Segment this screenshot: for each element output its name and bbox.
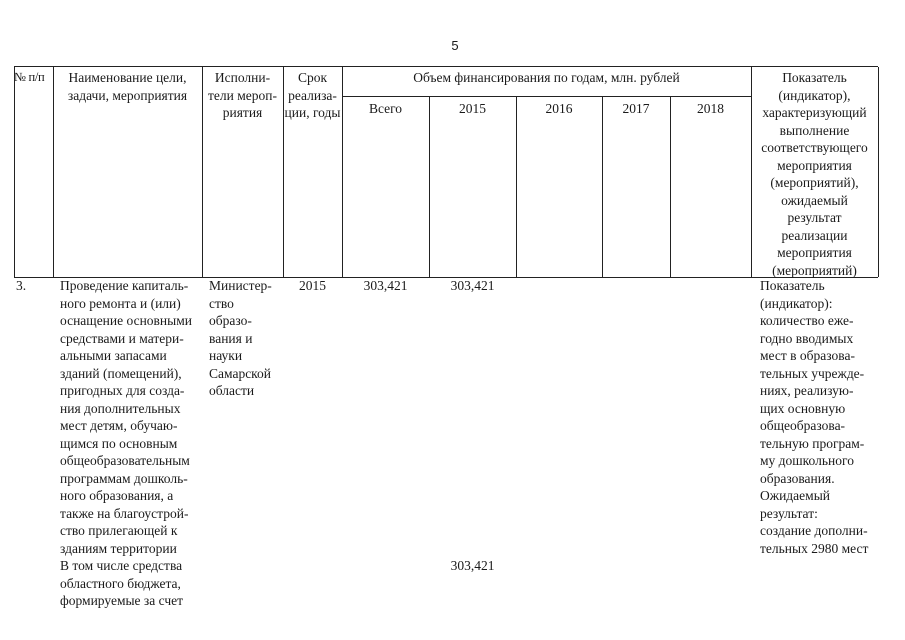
column-divider	[516, 96, 517, 277]
header-name: Наименование цели, задачи, мероприятия	[67, 70, 188, 103]
column-divider	[602, 96, 603, 277]
page-number: 5	[451, 38, 459, 53]
row-indicator: Показатель (индикатор): количество еже- годно вводимых мест в образова- тельных учрежде- ниях, реализую- щих основную общеобразова- тельную програм- му дошкольного образования. Ожидаемый результат: создание дополни- тельных 2980 мест	[760, 278, 869, 556]
column-divider	[342, 67, 343, 277]
subrow-value-2015: 303,421	[450, 558, 495, 573]
header-year-2016: 2016	[545, 101, 573, 116]
row-executor: Министер- ство образо- вания и науки Самарской области	[209, 278, 272, 398]
header-indicator: Показатель (индикатор), характеризующий выполнение соответствующего мероприятия (мероприятий), ожидаемый результат реализации мероприятия (мероприятий)	[761, 70, 868, 278]
table-border-right	[878, 67, 879, 277]
header-total: Всего	[368, 101, 403, 116]
header-year-2018: 2018	[697, 101, 724, 116]
header-term: Срок реализа- ции, годы	[284, 70, 341, 120]
subrow-name: В том числе средства областного бюджета, формируемые за счет	[60, 558, 184, 608]
row-name: Проведение капиталь- ного ремонта и (или) оснащение основными средствами и матери- альными запасами зданий (помещений), пригодных для созда- ния дополнительных мест детям, обучаю- щимся по основным общеобразовательным программам дошколь- ного образования, а также на благоустрой- ство прилегающей к зданиям территории	[60, 278, 192, 556]
row-number: 3.	[16, 278, 27, 293]
header-executor: Исполни- тели мероп- риятия	[208, 70, 277, 120]
subheader-divider	[342, 96, 751, 97]
row-term: 2015	[299, 278, 326, 293]
column-divider	[670, 96, 671, 277]
column-divider	[429, 96, 430, 277]
row-value-2015: 303,421	[450, 278, 495, 293]
financing-table-header	[14, 66, 878, 278]
header-year-2017: 2017	[622, 101, 650, 116]
header-year-2015: 2015	[459, 101, 486, 116]
row-total: 303,421	[363, 278, 408, 293]
header-financing-group: Объем финансирования по годам, млн. рублей	[413, 70, 680, 85]
header-number: № п/п	[14, 70, 45, 84]
table-border-left	[14, 67, 15, 277]
